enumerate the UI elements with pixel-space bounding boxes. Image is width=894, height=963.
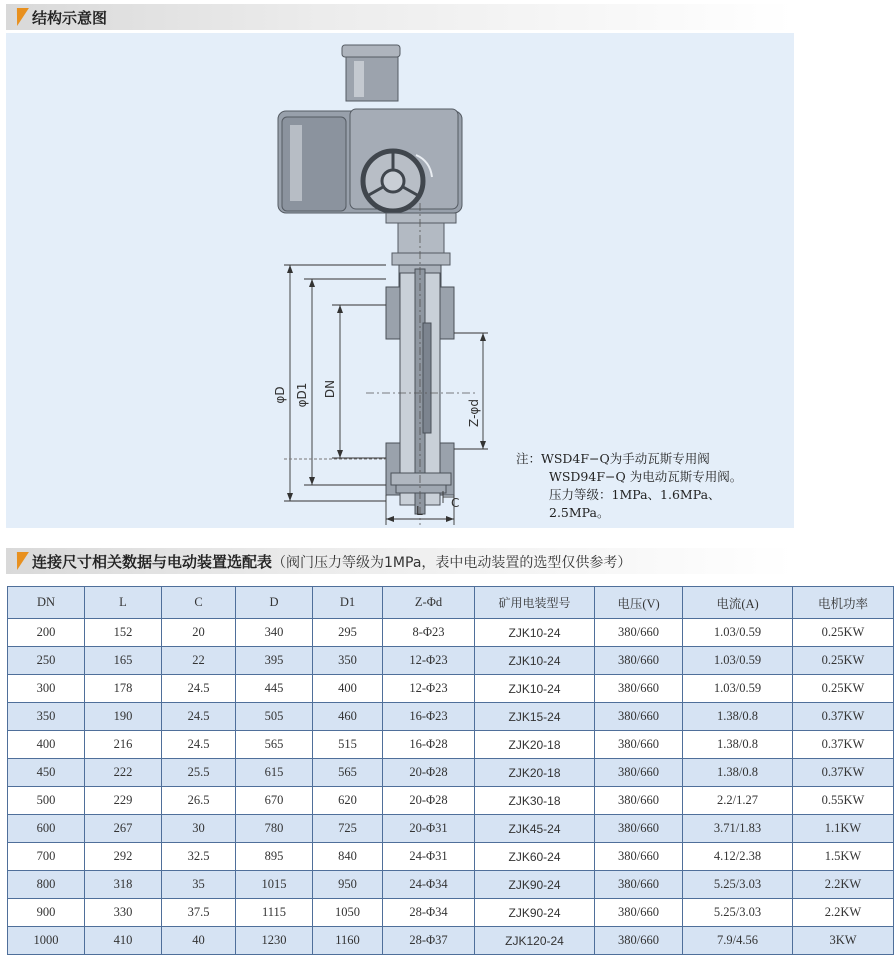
cell-dn: 600: [8, 815, 85, 843]
cell-d: 1115: [236, 899, 313, 927]
cell-z-phid: 28-Φ34: [383, 899, 475, 927]
accent-marker-icon: [11, 8, 29, 26]
cell-l: 178: [85, 675, 162, 703]
col-header-c: C: [162, 587, 236, 619]
cell-current: 1.38/0.8: [683, 731, 793, 759]
cell-d: 340: [236, 619, 313, 647]
table-body: [8, 619, 894, 955]
cell-d: 565: [236, 731, 313, 759]
cell-d: 895: [236, 843, 313, 871]
cell-c: 24.5: [162, 675, 236, 703]
table-row: [8, 843, 894, 871]
cell-z-phid: 16-Φ23: [383, 703, 475, 731]
cell-voltage: 380/660: [595, 759, 683, 787]
col-header-l: L: [85, 587, 162, 619]
cell-dn: 300: [8, 675, 85, 703]
cell-motor-power: 2.2KW: [793, 899, 894, 927]
col-header-d1: D1: [313, 587, 383, 619]
cell-motor-power: 0.37KW: [793, 759, 894, 787]
cell-dn: 500: [8, 787, 85, 815]
cell-motor-power: 0.37KW: [793, 703, 894, 731]
cell-current: 4.12/2.38: [683, 843, 793, 871]
cell-d1: 950: [313, 871, 383, 899]
cell-c: 24.5: [162, 703, 236, 731]
dim-label-DN: DN: [323, 379, 337, 399]
note-line-4: 2.5MPa。: [549, 505, 610, 520]
cell-voltage: 380/660: [595, 815, 683, 843]
cell-current: 1.03/0.59: [683, 647, 793, 675]
table-row: [8, 703, 894, 731]
cell-motor-power: 1.1KW: [793, 815, 894, 843]
cell-current: 7.9/4.56: [683, 927, 793, 955]
table-row: [8, 647, 894, 675]
cell-voltage: 380/660: [595, 703, 683, 731]
cell-dn: 250: [8, 647, 85, 675]
cell-actuator-model: ZJK90-24: [475, 899, 595, 927]
cell-d: 395: [236, 647, 313, 675]
col-header-motor-power: 电机功率: [793, 587, 894, 619]
cell-l: 165: [85, 647, 162, 675]
cell-dn: 700: [8, 843, 85, 871]
cell-z-phid: 20-Φ28: [383, 759, 475, 787]
cell-l: 318: [85, 871, 162, 899]
cell-d: 780: [236, 815, 313, 843]
structure-figure-panel: [6, 33, 794, 528]
cell-d: 670: [236, 787, 313, 815]
cell-z-phid: 16-Φ28: [383, 731, 475, 759]
section-header-table: [6, 548, 794, 574]
cell-actuator-model: ZJK15-24: [475, 703, 595, 731]
cell-d1: 400: [313, 675, 383, 703]
cell-voltage: 380/660: [595, 843, 683, 871]
cell-current: 1.03/0.59: [683, 675, 793, 703]
col-header-d: D: [236, 587, 313, 619]
cell-actuator-model: ZJK10-24: [475, 619, 595, 647]
cell-l: 190: [85, 703, 162, 731]
cell-motor-power: 0.55KW: [793, 787, 894, 815]
cell-c: 25.5: [162, 759, 236, 787]
cell-current: 1.38/0.8: [683, 759, 793, 787]
cell-d1: 725: [313, 815, 383, 843]
col-header-current: 电流(A): [683, 587, 793, 619]
cell-actuator-model: ZJK20-18: [475, 731, 595, 759]
cell-l: 330: [85, 899, 162, 927]
cell-l: 152: [85, 619, 162, 647]
cell-d: 615: [236, 759, 313, 787]
cell-dn: 450: [8, 759, 85, 787]
cell-d: 1015: [236, 871, 313, 899]
cell-l: 216: [85, 731, 162, 759]
cell-z-phid: 24-Φ31: [383, 843, 475, 871]
dim-label-phiD1: φD1: [295, 382, 309, 408]
cell-motor-power: 0.25KW: [793, 619, 894, 647]
cell-d1: 620: [313, 787, 383, 815]
cell-current: 2.2/1.27: [683, 787, 793, 815]
cell-c: 35: [162, 871, 236, 899]
cell-current: 3.71/1.83: [683, 815, 793, 843]
cell-c: 22: [162, 647, 236, 675]
cell-l: 222: [85, 759, 162, 787]
cell-current: 1.03/0.59: [683, 619, 793, 647]
cell-voltage: 380/660: [595, 927, 683, 955]
section-title: 连接尺寸相关数据与电动装置选配表: [32, 553, 273, 571]
table-row: [8, 871, 894, 899]
table-row: [8, 759, 894, 787]
cell-d1: 565: [313, 759, 383, 787]
cell-motor-power: 0.25KW: [793, 647, 894, 675]
note-line-2: WSD94F−Q 为电动瓦斯专用阀。: [549, 469, 743, 484]
cell-l: 267: [85, 815, 162, 843]
cell-c: 26.5: [162, 787, 236, 815]
cell-actuator-model: ZJK30-18: [475, 787, 595, 815]
cell-c: 37.5: [162, 899, 236, 927]
cell-c: 24.5: [162, 731, 236, 759]
cell-dn: 1000: [8, 927, 85, 955]
cell-dn: 400: [8, 731, 85, 759]
cell-z-phid: 24-Φ34: [383, 871, 475, 899]
cell-motor-power: 2.2KW: [793, 871, 894, 899]
col-header-actuator-model: 矿用电装型号: [475, 587, 595, 619]
cell-z-phid: 8-Φ23: [383, 619, 475, 647]
cell-current: 5.25/3.03: [683, 871, 793, 899]
cell-voltage: 380/660: [595, 899, 683, 927]
cell-z-phid: 20-Φ28: [383, 787, 475, 815]
note-line-1: 注：WSD4F−Q为手动瓦斯专用阀: [516, 451, 710, 466]
section-subtitle: （阀门压力等级为1MPa，表中电动装置的选型仅供参考）: [272, 555, 632, 571]
table-row: [8, 899, 894, 927]
cell-voltage: 380/660: [595, 647, 683, 675]
cell-voltage: 380/660: [595, 675, 683, 703]
cell-current: 1.38/0.8: [683, 703, 793, 731]
dim-label-ZPhid: Z-φd: [467, 399, 481, 427]
cell-actuator-model: ZJK90-24: [475, 871, 595, 899]
table-row: [8, 787, 894, 815]
col-header-dn: DN: [8, 587, 85, 619]
table-row: [8, 675, 894, 703]
section-header-structure: [6, 4, 794, 30]
cell-d1: 1050: [313, 899, 383, 927]
dim-label-L: L: [416, 504, 423, 518]
cell-voltage: 380/660: [595, 731, 683, 759]
spec-table: [7, 586, 894, 955]
cell-motor-power: 3KW: [793, 927, 894, 955]
col-header-z-phid: Z-Φd: [383, 587, 475, 619]
cell-dn: 200: [8, 619, 85, 647]
cell-d1: 515: [313, 731, 383, 759]
cell-d: 445: [236, 675, 313, 703]
cell-l: 229: [85, 787, 162, 815]
cell-l: 292: [85, 843, 162, 871]
cell-dn: 350: [8, 703, 85, 731]
table-row: [8, 815, 894, 843]
cell-actuator-model: ZJK20-18: [475, 759, 595, 787]
cell-z-phid: 12-Φ23: [383, 675, 475, 703]
cell-c: 32.5: [162, 843, 236, 871]
actuator-cap: [342, 45, 400, 101]
cell-motor-power: 0.37KW: [793, 731, 894, 759]
dim-label-C: C: [451, 496, 460, 510]
cell-d1: 840: [313, 843, 383, 871]
cell-d1: 350: [313, 647, 383, 675]
cell-z-phid: 20-Φ31: [383, 815, 475, 843]
cell-actuator-model: ZJK45-24: [475, 815, 595, 843]
cell-d: 505: [236, 703, 313, 731]
accent-marker-icon: [11, 552, 29, 570]
cell-actuator-model: ZJK10-24: [475, 647, 595, 675]
cell-z-phid: 12-Φ23: [383, 647, 475, 675]
cell-c: 30: [162, 815, 236, 843]
cell-voltage: 380/660: [595, 871, 683, 899]
cell-voltage: 380/660: [595, 787, 683, 815]
cell-motor-power: 0.25KW: [793, 675, 894, 703]
section-title: 结构示意图: [32, 9, 108, 27]
cell-motor-power: 1.5KW: [793, 843, 894, 871]
cell-current: 5.25/3.03: [683, 899, 793, 927]
cell-dn: 900: [8, 899, 85, 927]
table-row: [8, 927, 894, 955]
cell-d: 1230: [236, 927, 313, 955]
cell-c: 20: [162, 619, 236, 647]
col-header-voltage: 电压(V): [595, 587, 683, 619]
note-line-3: 压力等级：1MPa、1.6MPa、: [549, 487, 721, 502]
table-row: [8, 731, 894, 759]
cell-voltage: 380/660: [595, 619, 683, 647]
cell-c: 40: [162, 927, 236, 955]
cell-z-phid: 28-Φ37: [383, 927, 475, 955]
dim-label-phiD: φD: [273, 386, 287, 404]
cell-actuator-model: ZJK120-24: [475, 927, 595, 955]
cell-d1: 1160: [313, 927, 383, 955]
cell-actuator-model: ZJK10-24: [475, 675, 595, 703]
cell-actuator-model: ZJK60-24: [475, 843, 595, 871]
table-header-row: [8, 587, 894, 619]
cell-dn: 800: [8, 871, 85, 899]
table-row: [8, 619, 894, 647]
cell-l: 410: [85, 927, 162, 955]
valve-neck: [386, 213, 456, 265]
cell-d1: 460: [313, 703, 383, 731]
cell-d1: 295: [313, 619, 383, 647]
